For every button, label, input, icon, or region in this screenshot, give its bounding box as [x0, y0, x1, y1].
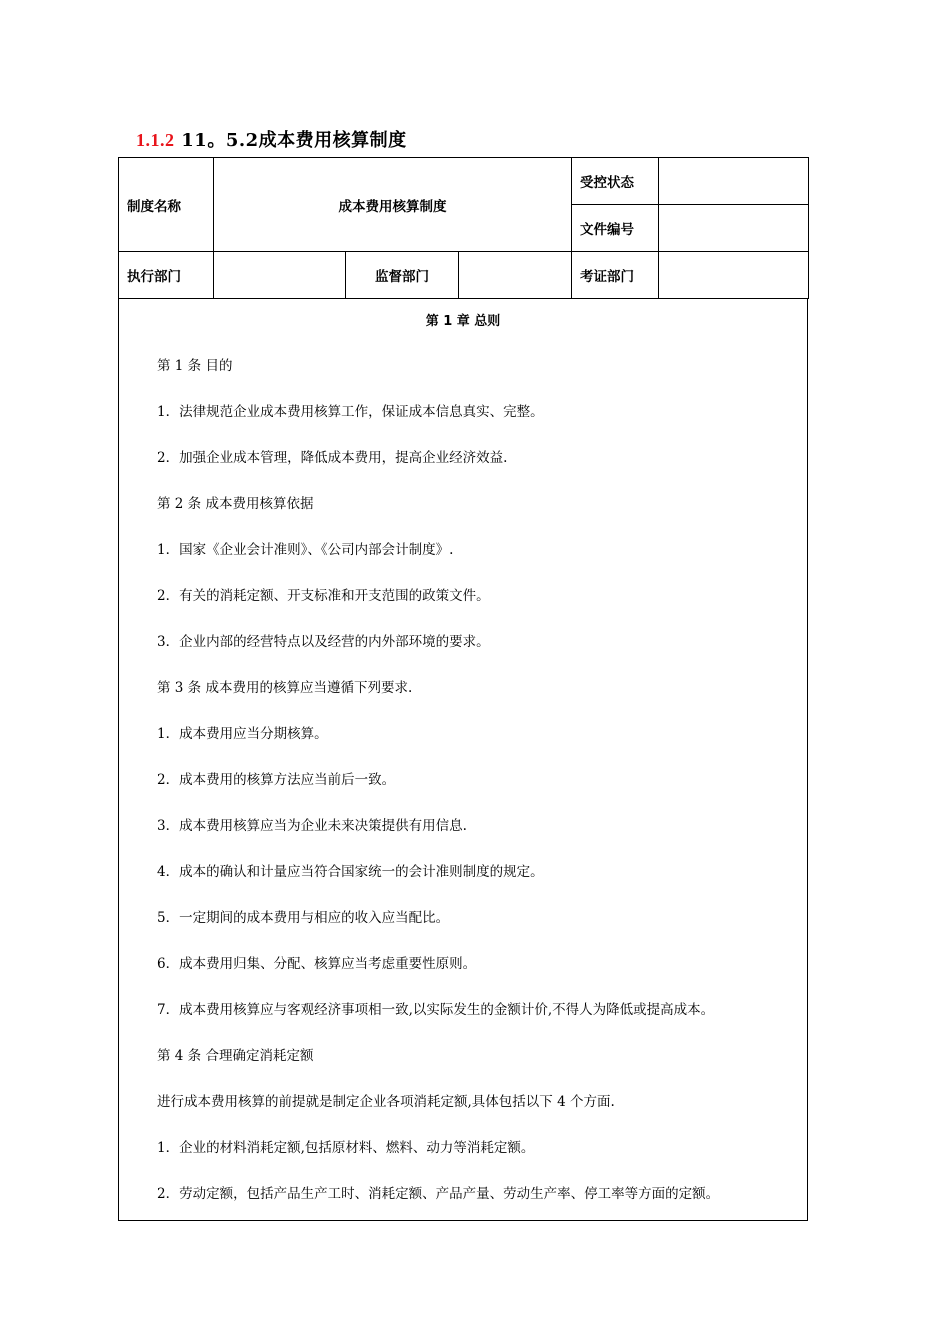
content-box	[118, 298, 808, 1221]
exec-dept-label: 执行部门	[119, 252, 214, 299]
article-heading: 第 2 条 成本费用核算依据	[157, 496, 314, 512]
list-item: 2．加强企业成本管理，降低成本费用，提高企业经济效益.	[157, 450, 508, 466]
control-status-label: 受控状态	[572, 158, 659, 205]
section-title: 11。5.2成本费用核算制度	[181, 130, 407, 151]
control-status-value	[659, 158, 809, 205]
list-item: 2．劳动定额，包括产品生产工时、消耗定额、产品产量、劳动生产率、停工率等方面的定额。	[157, 1186, 720, 1202]
name-value: 成本费用核算制度	[214, 158, 572, 252]
file-number-value	[659, 205, 809, 252]
list-item: 1．企业的材料消耗定额,包括原材料、燃料、动力等消耗定额。	[157, 1140, 535, 1156]
article-heading: 第 1 条 目的	[157, 358, 233, 374]
list-item: 7．成本费用核算应与客观经济事项相一致,以实际发生的金额计价,不得人为降低或提高成本。	[157, 1002, 715, 1018]
list-item: 2．有关的消耗定额、开支标准和开支范围的政策文件。	[157, 588, 490, 604]
list-item: 6．成本费用归集、分配、核算应当考虑重要性原则。	[157, 956, 477, 972]
article-heading: 第 3 条 成本费用的核算应当遵循下列要求.	[157, 680, 413, 696]
chapter-title: 第 1 章 总则	[425, 314, 501, 329]
article-heading: 第 4 条 合理确定消耗定额	[157, 1048, 314, 1064]
file-number-label: 文件编号	[572, 205, 659, 252]
list-item: 3．成本费用核算应当为企业未来决策提供有用信息.	[157, 818, 467, 834]
paragraph: 进行成本费用核算的前提就是制定企业各项消耗定额,具体包括以下 4 个方面.	[157, 1094, 615, 1110]
list-item: 3．企业内部的经营特点以及经营的内外部环境的要求。	[157, 634, 490, 650]
list-item: 4．成本的确认和计量应当符合国家统一的会计准则制度的规定。	[157, 864, 544, 880]
list-item: 2．成本费用的核算方法应当前后一致。	[157, 772, 396, 788]
supervise-dept-value	[459, 252, 572, 299]
audit-dept-label: 考证部门	[572, 252, 659, 299]
list-item: 1．法律规范企业成本费用核算工作，保证成本信息真实、完整。	[157, 404, 544, 420]
list-item: 1．成本费用应当分期核算。	[157, 726, 328, 742]
name-label: 制度名称	[119, 158, 214, 252]
section-number: 1.1.2	[136, 130, 175, 150]
section-heading	[136, 126, 407, 152]
supervise-dept-label: 监督部门	[346, 252, 459, 299]
list-item: 1．国家《企业会计准则》、《公司内部会计制度》.	[157, 542, 454, 558]
audit-dept-value	[659, 252, 809, 299]
exec-dept-value	[214, 252, 346, 299]
list-item: 5．一定期间的成本费用与相应的收入应当配比。	[157, 910, 450, 926]
metadata-table	[118, 157, 809, 299]
